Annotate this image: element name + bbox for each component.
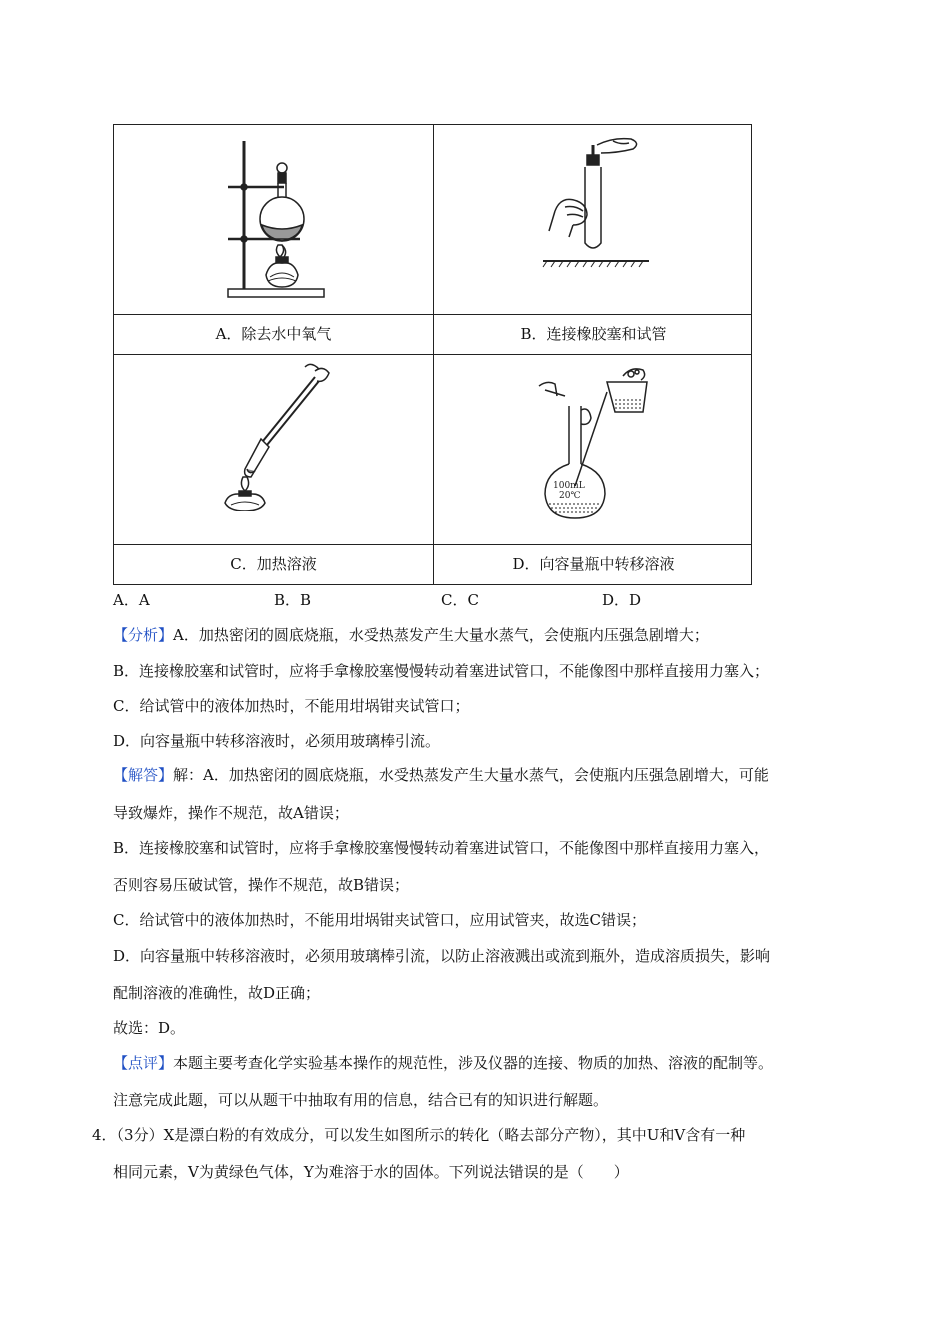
- caption-b: B．连接橡胶塞和试管: [520, 325, 667, 343]
- apparatus-a-image: [214, 133, 334, 303]
- analysis-line: C．给试管中的液体加热时，不能用坩埚钳夹试管口；: [113, 697, 470, 715]
- flask-volume-label: 100mL: [553, 481, 585, 491]
- comment-tag: 【点评】: [113, 1054, 174, 1072]
- caption-a: A．除去水中氧气: [215, 325, 332, 343]
- option-b: B．B: [274, 591, 312, 609]
- caption-c: C．加热溶液: [230, 555, 317, 573]
- option-a: A．A: [113, 591, 150, 609]
- answer-line: B．连接橡胶塞和试管时，应将手拿橡胶塞慢慢转动着塞进试管口，不能像图中那样直接用力塞入，: [113, 839, 770, 857]
- analysis-line: B．连接橡胶塞和试管时，应将手拿橡胶塞慢慢转动着塞进试管口，不能像图中那样直接用力塞入；: [113, 662, 770, 680]
- comment-text: 本题主要考查化学实验基本操作的规范性，涉及仪器的连接、物质的加热、溶液的配制等。: [173, 1054, 774, 1072]
- apparatus-table: [113, 124, 752, 585]
- caption-d: D．向容量瓶中转移溶液: [512, 555, 675, 573]
- answer-tag: 【解答】: [113, 766, 174, 784]
- table-divider: [114, 544, 751, 545]
- apparatus-b-image: [541, 133, 651, 273]
- analysis-text: A．加热密闭的圆底烧瓶，水受热蒸发产生大量水蒸气，会使瓶内压强急剧增大；: [173, 626, 709, 644]
- answer-line: C．给试管中的液体加热时，不能用坩埚钳夹试管口，应用试管夹，故选C错误；: [113, 911, 646, 929]
- analysis-tag: 【分析】: [113, 626, 174, 644]
- question-4-line: 相同元素，V为黄绿色气体，Y为难溶于水的固体。下列说法错误的是（ ）: [113, 1163, 629, 1181]
- option-c: C．C: [441, 591, 479, 609]
- flask-temp-label: 20℃: [559, 491, 581, 501]
- comment-line: 注意完成此题，可以从题干中抽取有用的信息，结合已有的知识进行解题。: [113, 1091, 609, 1109]
- analysis-line: [113, 625, 863, 645]
- answer-line: 故选：D。: [113, 1019, 186, 1037]
- comment-line: [113, 1053, 863, 1073]
- apparatus-c-image: [219, 361, 339, 511]
- apparatus-d-image: [537, 366, 657, 526]
- answer-line: D．向容量瓶中转移溶液时，必须用玻璃棒引流，以防止溶液溅出或流到瓶外，造成溶质损失，影响: [113, 947, 771, 965]
- answer-line: [113, 765, 863, 785]
- question-4-line: 4．（3分）X是漂白粉的有效成分，可以发生如图所示的转化（略去部分产物），其中U和V含有一种: [92, 1126, 746, 1144]
- option-d: D．D: [602, 591, 642, 609]
- answer-line: 配制溶液的准确性，故D正确；: [113, 984, 321, 1002]
- answer-line: 导致爆炸，操作不规范，故A错误；: [113, 804, 349, 822]
- table-divider: [114, 354, 751, 355]
- table-divider: [114, 314, 751, 315]
- analysis-line: D．向容量瓶中转移溶液时，必须用玻璃棒引流。: [113, 732, 441, 750]
- answer-text: 解：A．加热密闭的圆底烧瓶，水受热蒸发产生大量水蒸气，会使瓶内压强急剧增大，可能: [173, 766, 769, 784]
- answer-line: 否则容易压破试管，操作不规范，故B错误；: [113, 876, 410, 894]
